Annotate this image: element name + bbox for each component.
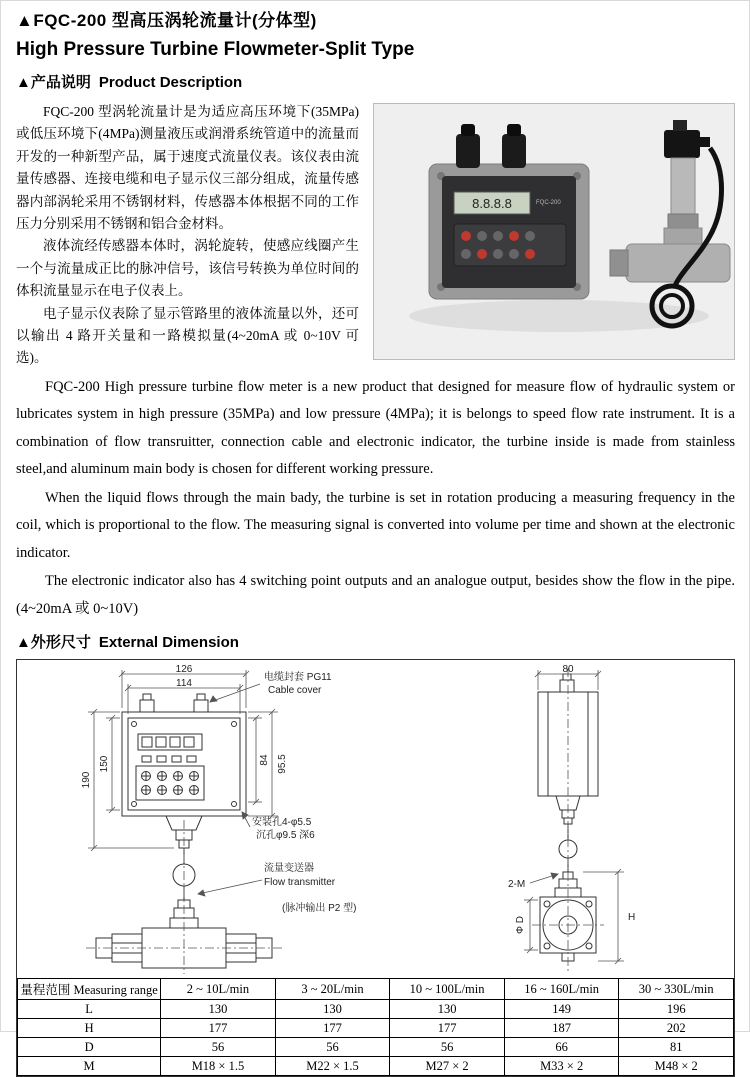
table-cell: M22 × 1.5 xyxy=(275,1057,390,1076)
table-header-row xyxy=(18,979,734,1000)
dim-label-phi-d: Φ D xyxy=(514,916,526,935)
row-label: M xyxy=(18,1057,161,1076)
table-cell: 56 xyxy=(275,1038,390,1057)
table-header-cell: 2 ~ 10L/min xyxy=(161,979,276,1000)
table-header-cell: 3 ~ 20L/min xyxy=(275,979,390,1000)
technical-drawings xyxy=(17,660,734,978)
table-cell: 56 xyxy=(390,1038,505,1057)
table-cell: 81 xyxy=(619,1038,734,1057)
product-description-block xyxy=(16,101,735,623)
pulse-output-note: (脉冲输出 P2 型) xyxy=(281,903,356,915)
dim-label-80: 80 xyxy=(561,664,574,676)
page-title-chinese: ▲FQC-200 型高压涡轮流量计(分体型) xyxy=(16,11,317,30)
table-cell: 196 xyxy=(619,1000,734,1019)
description-paragraph-en-3: The electronic indicator also has 4 switching point outputs and an analogue output, besides show the flow in the pipe.(4~20mA 或 0~10V) xyxy=(16,573,735,617)
cable-cover-label-en: Cable cover xyxy=(267,685,321,697)
flow-transmitter-label-en: Flow transmitter xyxy=(263,877,335,889)
table-cell: 130 xyxy=(390,1000,505,1019)
row-label: H xyxy=(18,1019,161,1038)
dim-label-h: H xyxy=(627,912,635,924)
row-label: D xyxy=(18,1038,161,1057)
table-cell: 149 xyxy=(504,1000,619,1019)
product-photo xyxy=(373,103,735,360)
description-paragraph-cn-1: FQC-200 型涡轮流量计是为适应高压环境下(35MPa)或低压环境下(4MPa)测量液压或润滑系统管道中的流量而开发的一种新型产品，属于速度式流量仪表。该仪表由流量传感器、连接电缆和电子显示仪三部分组成，流量传感器内部涡轮采用不锈钢材料，传感器本体根据不同的工作压力分别采用不锈钢和铝合金材料。 xyxy=(16,104,359,232)
section-heading-cn: ▲外形尺寸 xyxy=(16,634,91,652)
table-cell: 177 xyxy=(275,1019,390,1038)
section-heading-en: Product Description xyxy=(98,74,243,91)
table-cell: 202 xyxy=(619,1019,734,1038)
table-cell: 177 xyxy=(161,1019,276,1038)
description-paragraph-en-2: When the liquid flows through the main bady, the turbine is set in rotation producing a measuring frequency in the coil, which is proportional to the flow. The measuring signal is converted into volume per time and shown at the electronic indicator. xyxy=(16,489,735,561)
side-view-labels xyxy=(508,664,635,934)
cable-cover-label-cn: 电缆封套 PG11 xyxy=(263,672,332,684)
table-cell: 56 xyxy=(161,1038,276,1057)
section-heading-en: External Dimension xyxy=(98,634,239,652)
table-header-cell: 量程范围 Measuring range xyxy=(18,979,161,1000)
indicator-display-value: 8.8.8.8 xyxy=(472,196,512,211)
table-cell: M18 × 1.5 xyxy=(161,1057,276,1076)
mount-hole-label-1: 安装孔4-φ5.5 xyxy=(251,817,311,829)
description-english-block xyxy=(16,370,735,624)
table-header-cell: 10 ~ 100L/min xyxy=(390,979,505,1000)
table-row-L xyxy=(18,1000,734,1019)
side-view-dimension-lines xyxy=(524,668,624,972)
dim-label-95-5: 95.5 xyxy=(276,754,288,775)
page-title-english: High Pressure Turbine Flowmeter-Split Type xyxy=(16,39,415,60)
table-cell: 187 xyxy=(504,1019,619,1038)
dim-label-126: 126 xyxy=(175,664,192,676)
section-heading-product-description xyxy=(16,73,735,93)
table-row-H xyxy=(18,1019,734,1038)
table-header-cell: 30 ~ 330L/min xyxy=(619,979,734,1000)
table-cell: 177 xyxy=(390,1019,505,1038)
table-cell: 130 xyxy=(161,1000,276,1019)
dimension-drawing-front-view xyxy=(24,664,424,978)
dim-label-84: 84 xyxy=(258,754,270,766)
product-photo-image xyxy=(374,104,734,359)
mount-hole-label-2: 沉孔φ9.5 深6 xyxy=(255,830,315,842)
table-row-M xyxy=(18,1057,734,1076)
row-label: L xyxy=(18,1000,161,1019)
description-paragraph-en-1: FQC-200 High pressure turbine flow meter is a new product that designed for measure flow of hydraulic system or lubricates system in high pressure (35MPa) and low pressure (4MPa); it is belongs to speed flow rate instrument. It is a combination of flow transruitter, connection cable and electronic indicator, the turbine inside is made from stainless steel,and aluminum main body is chosen for different working pressure. xyxy=(16,378,735,478)
description-paragraph-cn-3: 电子显示仪表除了显示管路里的液体流量以外，还可以输出 4 路开关量和一路模拟量(4~20mA 或 0~10V 可选)。 xyxy=(16,305,359,366)
section-heading-external-dimension xyxy=(16,633,735,653)
table-cell: M48 × 2 xyxy=(619,1057,734,1076)
table-cell: 130 xyxy=(275,1000,390,1019)
measuring-range-table xyxy=(17,978,734,1076)
table-cell: M33 × 2 xyxy=(504,1057,619,1076)
dimension-drawing-side-view xyxy=(468,664,728,978)
table-row-D xyxy=(18,1038,734,1057)
dim-label-150: 150 xyxy=(98,756,110,773)
dim-label-190: 190 xyxy=(80,772,92,789)
description-paragraph-cn-2: 液体流经传感器本体时，涡轮旋转，使感应线圈产生一个与流量成正比的脉冲信号，该信号转换为单位时间的体积流量显示在电子仪表上。 xyxy=(16,238,359,299)
table-cell: M27 × 2 xyxy=(390,1057,505,1076)
indicator-model-label: FQC-200 xyxy=(536,200,561,206)
section-heading-cn: ▲产品说明 xyxy=(16,74,91,91)
thread-label-2m: 2-M xyxy=(507,879,525,891)
table-header-cell: 16 ~ 160L/min xyxy=(504,979,619,1000)
flow-transmitter-label-cn: 流量变送器 xyxy=(263,863,314,875)
table-cell: 66 xyxy=(504,1038,619,1057)
dim-label-114: 114 xyxy=(175,678,192,690)
dimension-drawing-box xyxy=(16,659,735,1077)
